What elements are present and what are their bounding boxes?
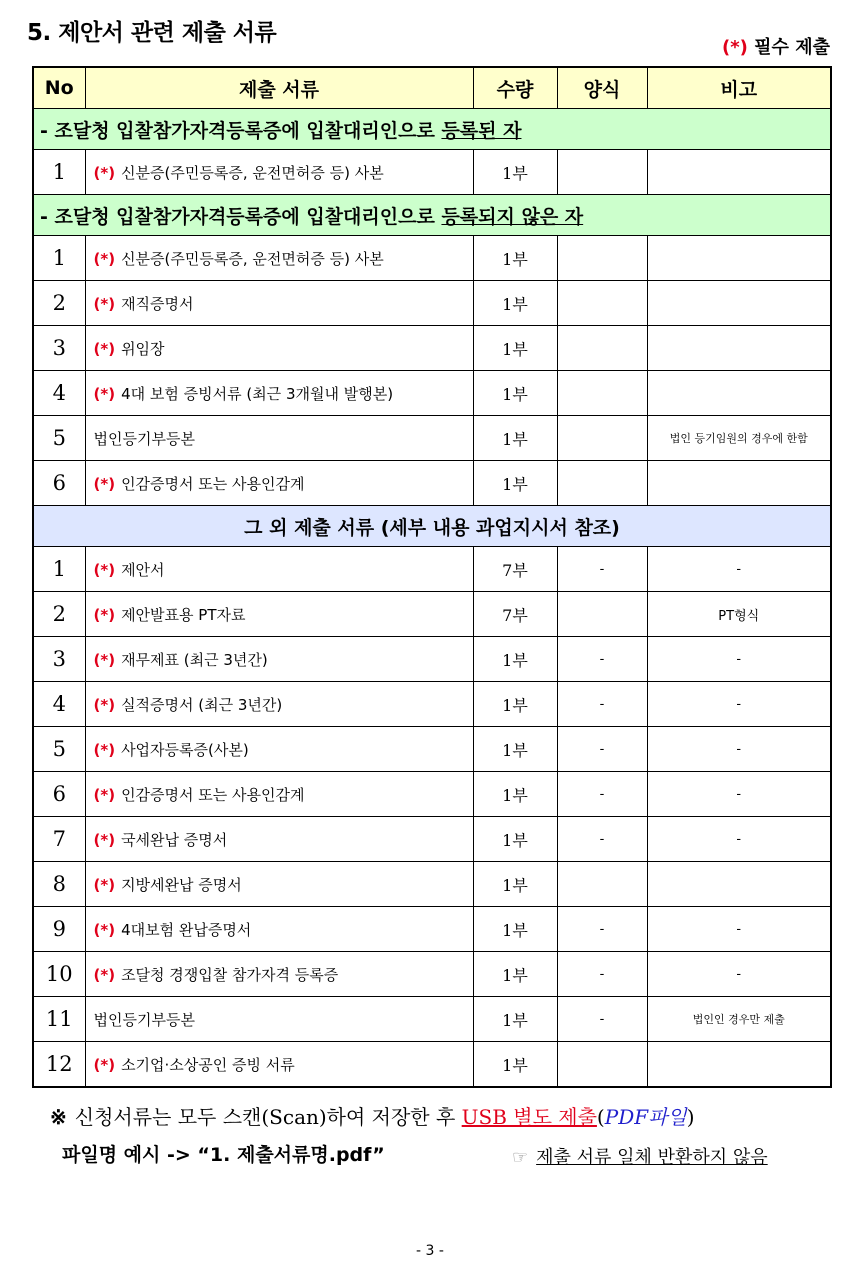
row-number: 10 <box>33 952 85 997</box>
document-name: 위임장 <box>121 339 165 358</box>
pointing-hand-icon: ☞ <box>512 1147 529 1168</box>
document-cell <box>85 952 473 997</box>
quantity-cell: 7부 <box>473 592 557 637</box>
document-cell <box>85 281 473 326</box>
required-mark: (*) <box>93 605 116 624</box>
header-quantity: 수량 <box>473 67 557 109</box>
document-cell <box>85 862 473 907</box>
row-number: 8 <box>33 862 85 907</box>
footer-pdf-text: PDF파일 <box>604 1105 687 1129</box>
quantity-cell: 1부 <box>473 371 557 416</box>
footer-paren-open: ( <box>596 1105 605 1129</box>
form-cell: - <box>557 952 647 997</box>
row-number: 5 <box>33 727 85 772</box>
required-mark: (*) <box>93 384 116 403</box>
document-name: 조달청 경쟁입찰 참가자격 등록증 <box>121 965 339 984</box>
form-cell <box>557 236 647 281</box>
document-name: 인감증명서 또는 사용인감계 <box>121 474 305 493</box>
document-name: 신분증(주민등록증, 운전면허증 등) 사본 <box>121 249 384 268</box>
submission-documents-table <box>32 66 832 1088</box>
note-cell <box>647 461 831 506</box>
group-label-text: 그 외 제출 서류 (세부 내용 과업지시서 참조) <box>244 516 620 539</box>
group-header-row <box>33 506 831 547</box>
document-name: 실적증명서 (최근 3년간) <box>121 695 283 714</box>
row-number: 12 <box>33 1042 85 1088</box>
quantity-cell: 1부 <box>473 997 557 1042</box>
note-cell: - <box>647 907 831 952</box>
document-name: 법인등기부등본 <box>93 429 195 448</box>
required-mark: (*) <box>93 965 116 984</box>
footer-filename-example: 파일명 예시 -> “1. 제출서류명.pdf” <box>62 1144 385 1166</box>
note-cell: - <box>647 727 831 772</box>
footer-paren-close: ) <box>686 1105 695 1129</box>
form-cell <box>557 416 647 461</box>
header-document: 제출 서류 <box>85 67 473 109</box>
note-cell <box>647 281 831 326</box>
group-label <box>33 109 831 150</box>
row-number: 3 <box>33 637 85 682</box>
group-header-row <box>33 195 831 236</box>
quantity-cell: 1부 <box>473 952 557 997</box>
table-row <box>33 281 831 326</box>
table-row <box>33 862 831 907</box>
quantity-cell: 1부 <box>473 862 557 907</box>
required-mark: (*) <box>93 920 116 939</box>
required-mark: (*) <box>93 1055 116 1074</box>
note-symbol: ※ <box>50 1105 67 1129</box>
document-cell <box>85 637 473 682</box>
document-cell <box>85 907 473 952</box>
form-cell: - <box>557 907 647 952</box>
form-cell <box>557 1042 647 1088</box>
row-number: 3 <box>33 326 85 371</box>
document-cell <box>85 416 473 461</box>
table-row <box>33 461 831 506</box>
note-cell: PT형식 <box>647 592 831 637</box>
form-cell <box>557 592 647 637</box>
form-cell <box>557 461 647 506</box>
quantity-cell: 1부 <box>473 727 557 772</box>
note-cell <box>647 236 831 281</box>
group-label-underlined: 등록된 자 <box>441 119 522 142</box>
required-mark: (*) <box>93 740 116 759</box>
required-legend-text: 필수 제출 <box>754 37 830 58</box>
table-row <box>33 416 831 461</box>
document-name: 4대보험 완납증명서 <box>121 920 252 939</box>
required-mark: (*) <box>93 474 116 493</box>
document-name: 제안서 <box>121 560 165 579</box>
table-row <box>33 997 831 1042</box>
required-legend <box>722 33 830 59</box>
row-number: 9 <box>33 907 85 952</box>
required-mark: (*) <box>93 294 116 313</box>
row-number: 6 <box>33 461 85 506</box>
note-cell: 법인인 경우만 제출 <box>647 997 831 1042</box>
quantity-cell: 1부 <box>473 150 557 195</box>
header-form: 양식 <box>557 67 647 109</box>
group-header-row <box>33 109 831 150</box>
form-cell <box>557 862 647 907</box>
row-number: 5 <box>33 416 85 461</box>
required-mark: (*) <box>93 560 116 579</box>
document-name: 재무제표 (최근 3년간) <box>121 650 268 669</box>
quantity-cell: 1부 <box>473 772 557 817</box>
table-row <box>33 1042 831 1088</box>
table-row <box>33 326 831 371</box>
document-cell <box>85 592 473 637</box>
document-cell <box>85 817 473 862</box>
note-cell: 법인 등기임원의 경우에 한함 <box>647 416 831 461</box>
row-number: 2 <box>33 592 85 637</box>
document-cell <box>85 727 473 772</box>
table-row <box>33 547 831 592</box>
document-cell <box>85 772 473 817</box>
row-number: 7 <box>33 817 85 862</box>
required-mark: (*) <box>93 339 116 358</box>
table-row <box>33 682 831 727</box>
footer-scan-text: 신청서류는 모두 스캔(Scan)하여 저장한 후 <box>74 1105 462 1129</box>
form-cell: - <box>557 637 647 682</box>
note-cell: - <box>647 682 831 727</box>
group-label-text: - 조달청 입찰참가자격등록증에 입찰대리인으로 <box>40 205 442 228</box>
quantity-cell: 1부 <box>473 281 557 326</box>
document-cell <box>85 461 473 506</box>
form-cell: - <box>557 727 647 772</box>
required-mark: (*) <box>722 37 748 58</box>
quantity-cell: 1부 <box>473 416 557 461</box>
header-note: 비고 <box>647 67 831 109</box>
form-cell: - <box>557 817 647 862</box>
quantity-cell: 1부 <box>473 817 557 862</box>
table-row <box>33 592 831 637</box>
table-row <box>33 371 831 416</box>
document-name: 법인등기부등본 <box>93 1010 195 1029</box>
row-number: 1 <box>33 547 85 592</box>
group-label <box>33 506 831 547</box>
section-title: 5. 제안서 관련 제출 서류 <box>27 20 277 46</box>
note-cell: - <box>647 772 831 817</box>
document-name: 제안발표용 PT자료 <box>121 605 246 624</box>
note-cell: - <box>647 952 831 997</box>
table-row <box>33 727 831 772</box>
form-cell: - <box>557 682 647 727</box>
required-mark: (*) <box>93 785 116 804</box>
row-number: 1 <box>33 236 85 281</box>
required-mark: (*) <box>93 830 116 849</box>
table-row <box>33 150 831 195</box>
table-row <box>33 817 831 862</box>
form-cell <box>557 326 647 371</box>
form-cell <box>557 281 647 326</box>
document-cell <box>85 236 473 281</box>
group-label <box>33 195 831 236</box>
note-cell <box>647 862 831 907</box>
row-number: 1 <box>33 150 85 195</box>
required-mark: (*) <box>93 695 116 714</box>
document-cell <box>85 1042 473 1088</box>
table-row <box>33 236 831 281</box>
table-row <box>33 907 831 952</box>
document-name: 인감증명서 또는 사용인감계 <box>121 785 305 804</box>
note-cell <box>647 326 831 371</box>
footer-no-return-note <box>512 1143 768 1169</box>
form-cell <box>557 371 647 416</box>
form-cell: - <box>557 547 647 592</box>
group-label-text: - 조달청 입찰참가자격등록증에 입찰대리인으로 <box>40 119 442 142</box>
group-label-underlined: 등록되지 않은 자 <box>441 205 584 228</box>
required-mark: (*) <box>93 249 116 268</box>
footer-usb-text: USB 별도 제출 <box>461 1105 597 1129</box>
note-cell <box>647 1042 831 1088</box>
document-cell <box>85 997 473 1042</box>
quantity-cell: 7부 <box>473 547 557 592</box>
row-number: 11 <box>33 997 85 1042</box>
required-mark: (*) <box>93 163 116 182</box>
table-row <box>33 952 831 997</box>
row-number: 2 <box>33 281 85 326</box>
document-cell <box>85 682 473 727</box>
required-mark: (*) <box>93 650 116 669</box>
form-cell: - <box>557 772 647 817</box>
header-no: No <box>33 67 85 109</box>
quantity-cell: 1부 <box>473 1042 557 1088</box>
quantity-cell: 1부 <box>473 907 557 952</box>
quantity-cell: 1부 <box>473 326 557 371</box>
note-cell: - <box>647 547 831 592</box>
document-name: 소기업·소상공인 증빙 서류 <box>121 1055 295 1074</box>
quantity-cell: 1부 <box>473 236 557 281</box>
form-cell: - <box>557 997 647 1042</box>
table-row <box>33 637 831 682</box>
document-name: 국세완납 증명서 <box>121 830 228 849</box>
row-number: 6 <box>33 772 85 817</box>
row-number: 4 <box>33 371 85 416</box>
document-cell <box>85 547 473 592</box>
document-cell <box>85 150 473 195</box>
row-number: 4 <box>33 682 85 727</box>
no-return-text: 제출 서류 일체 반환하지 않음 <box>536 1147 768 1168</box>
document-name: 신분증(주민등록증, 운전면허증 등) 사본 <box>121 163 384 182</box>
document-name: 4대 보험 증빙서류 (최근 3개월내 발행본) <box>121 384 394 403</box>
quantity-cell: 1부 <box>473 682 557 727</box>
table-row <box>33 772 831 817</box>
quantity-cell: 1부 <box>473 637 557 682</box>
document-name: 지방세완납 증명서 <box>121 875 242 894</box>
document-cell <box>85 326 473 371</box>
note-cell: - <box>647 637 831 682</box>
note-cell <box>647 371 831 416</box>
document-name: 재직증명서 <box>121 294 194 313</box>
footer-line-1 <box>50 1101 695 1130</box>
quantity-cell: 1부 <box>473 461 557 506</box>
table-header-row <box>33 67 831 109</box>
note-cell: - <box>647 817 831 862</box>
required-mark: (*) <box>93 875 116 894</box>
note-cell <box>647 150 831 195</box>
document-cell <box>85 371 473 416</box>
document-name: 사업자등록증(사본) <box>121 740 249 759</box>
form-cell <box>557 150 647 195</box>
page-number: - 3 - <box>416 1243 444 1259</box>
